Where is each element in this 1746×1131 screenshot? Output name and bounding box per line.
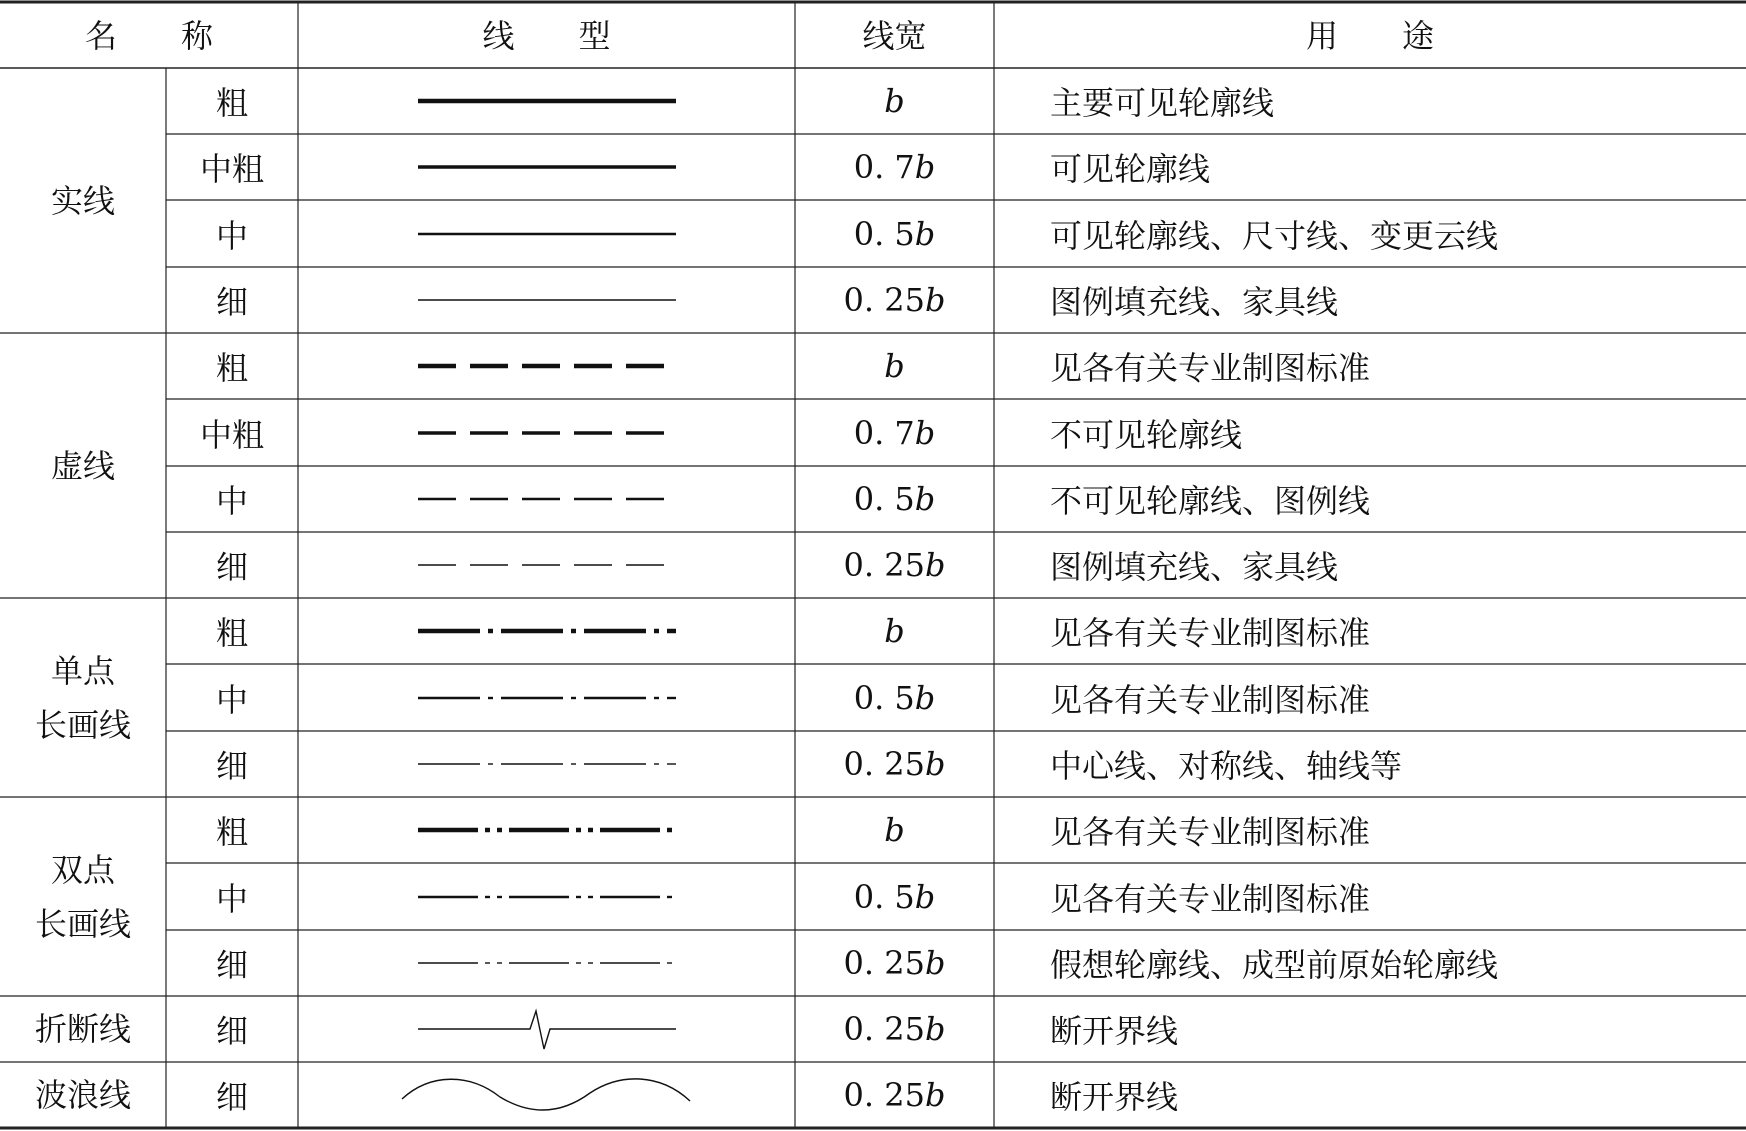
usage-cell: 可见轮廓线、尺寸线、变更云线 — [1050, 216, 1499, 255]
header-usage: 用 途 — [1305, 17, 1434, 55]
usage-cell: 见各有关专业制图标准 — [1050, 813, 1371, 851]
weight-cell: 细 — [215, 1078, 248, 1116]
width-cell — [795, 731, 994, 797]
header-pattern: 线 型 — [482, 17, 611, 55]
group-label: 单点 — [50, 651, 115, 690]
weight-cell: 中粗 — [199, 150, 264, 188]
group-solid — [0, 68, 166, 333]
width-cell — [795, 68, 994, 134]
width-cell — [795, 134, 994, 200]
width-cell — [795, 466, 994, 532]
width-cell — [795, 996, 994, 1062]
width-number: 0. 25 — [843, 1076, 925, 1114]
line-sample-wave — [402, 1079, 690, 1110]
group-label: 长画线 — [34, 904, 131, 943]
weight-cell: 粗 — [215, 813, 248, 851]
usage-cell: 见各有关专业制图标准 — [1050, 680, 1371, 719]
width-number: 0. 5 — [853, 480, 915, 518]
width-number: 0. 25 — [843, 546, 925, 584]
width-number: 0. 7 — [853, 148, 915, 186]
width-cell — [795, 267, 994, 333]
weight-cell: 中 — [215, 216, 248, 255]
usage-cell: 中心线、对称线、轴线等 — [1050, 747, 1403, 785]
width-cell — [795, 532, 994, 598]
width-variable: b — [914, 214, 936, 253]
usage-cell: 不可见轮廓线、图例线 — [1050, 482, 1371, 520]
width-cell — [795, 200, 994, 267]
width-cell — [795, 863, 994, 930]
group-dash-dot — [0, 598, 166, 797]
weight-cell: 粗 — [215, 614, 248, 652]
width-number: 0. 25 — [843, 1010, 925, 1048]
weight-cell: 细 — [215, 283, 248, 321]
weight-cell: 细 — [215, 747, 248, 785]
usage-cell: 可见轮廓线 — [1050, 150, 1211, 188]
group-dash-dot-dot — [0, 797, 166, 996]
weight-cell: 粗 — [215, 349, 248, 387]
usage-cell: 断开界线 — [1050, 1078, 1179, 1116]
width-variable: b — [924, 1076, 946, 1114]
group-break — [0, 996, 166, 1062]
header-name: 名 称 — [84, 17, 213, 55]
group-label: 实线 — [50, 181, 115, 220]
group-dashed — [0, 333, 166, 598]
weight-cell: 粗 — [215, 84, 248, 122]
width-number: 0. 25 — [843, 281, 925, 319]
width-cell — [795, 930, 994, 996]
weight-cell: 细 — [215, 1012, 248, 1050]
width-variable: b — [924, 1010, 946, 1048]
usage-cell: 图例填充线、家具线 — [1050, 283, 1339, 321]
width-variable: b — [884, 612, 905, 650]
usage-cell: 假想轮廓线、成型前原始轮廓线 — [1050, 946, 1499, 984]
width-variable: b — [884, 811, 905, 849]
width-number: 0. 5 — [853, 877, 915, 916]
usage-cell: 主要可见轮廓线 — [1050, 84, 1275, 122]
width-variable: b — [914, 413, 936, 452]
usage-cell: 见各有关专业制图标准 — [1050, 614, 1371, 652]
width-cell — [795, 1062, 994, 1128]
width-number: 0. 25 — [843, 944, 925, 982]
width-variable: b — [884, 347, 905, 385]
width-variable: b — [914, 148, 936, 186]
usage-cell: 见各有关专业制图标准 — [1050, 349, 1371, 387]
width-cell — [795, 664, 994, 731]
width-variable: b — [914, 877, 936, 916]
weight-cell: 中 — [215, 680, 248, 719]
width-variable: b — [924, 944, 946, 982]
usage-cell: 不可见轮廓线 — [1050, 415, 1243, 454]
width-cell — [795, 399, 994, 466]
width-number: 0. 7 — [853, 413, 915, 452]
group-label: 双点 — [50, 850, 115, 889]
header-width: 线宽 — [862, 17, 927, 55]
width-cell — [795, 598, 994, 664]
group-label: 长画线 — [34, 705, 131, 744]
width-number: 0. 25 — [843, 745, 925, 783]
weight-cell: 中粗 — [199, 415, 264, 454]
usage-cell: 图例填充线、家具线 — [1050, 548, 1339, 586]
line-sample-break — [418, 1011, 676, 1049]
weight-cell: 中 — [215, 879, 248, 918]
width-variable: b — [924, 745, 946, 783]
group-wave — [0, 1062, 166, 1128]
usage-cell: 断开界线 — [1050, 1012, 1179, 1050]
width-variable: b — [924, 281, 946, 319]
width-variable: b — [924, 546, 946, 584]
weight-cell: 细 — [215, 946, 248, 984]
weight-cell: 中 — [215, 482, 248, 520]
width-number: 0. 5 — [853, 678, 915, 717]
weight-cell: 细 — [215, 548, 248, 586]
width-number: 0. 5 — [853, 214, 915, 253]
width-cell — [795, 797, 994, 863]
width-variable: b — [914, 480, 936, 518]
width-variable: b — [914, 678, 936, 717]
group-label: 折断线 — [34, 1010, 131, 1048]
width-cell — [795, 333, 994, 399]
group-label: 虚线 — [50, 446, 115, 485]
usage-cell: 见各有关专业制图标准 — [1050, 879, 1371, 918]
group-label: 波浪线 — [34, 1076, 131, 1114]
width-variable: b — [884, 82, 905, 120]
